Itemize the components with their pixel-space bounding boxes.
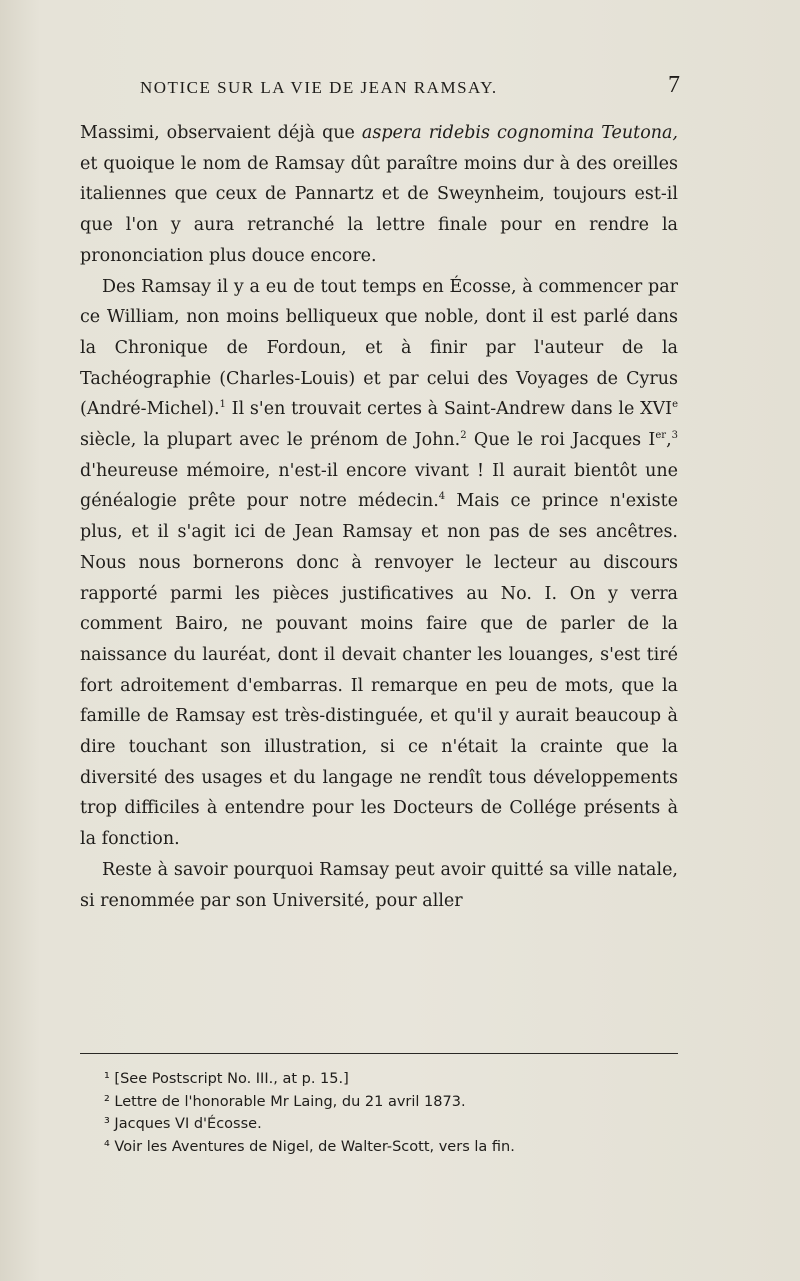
text-run: Des Ramsay il y a eu de tout temps en Écosse, à commencer par ce William, non moins belliqueux que noble, dont il est parlé dans la Chronique de Fordoun, et à finir par l'auteur de la Tachéographie (Charles-Louis) et par celui des Voyages de Cyrus (André-Michel).: [80, 276, 678, 420]
footnote-text: [See Postscript No. III., at p. 15.]: [109, 1071, 349, 1087]
footnote-ref: 2: [460, 430, 467, 442]
latin-quote: aspera ridebis cognomina Teutona,: [361, 123, 678, 143]
footnotes: [104, 1068, 678, 1158]
text-run: siècle, la plupart avec le prénom de John.: [80, 430, 461, 451]
footnote-ref: 3: [671, 430, 679, 442]
superscript: e: [672, 399, 678, 411]
footnote-3: [104, 1113, 678, 1136]
footnote-mark: ⁴: [104, 1138, 110, 1155]
text-run: ,: [666, 430, 672, 451]
page-header: [140, 72, 680, 108]
running-title: NOTICE SUR LA VIE DE JEAN RAMSAY.: [140, 78, 498, 97]
text-run: Massimi, observaient déjà que: [80, 123, 362, 143]
footnote-2: [104, 1091, 678, 1114]
footnote-4: [104, 1136, 678, 1159]
footnote-1: [104, 1068, 678, 1091]
footnote-rule: [80, 1053, 678, 1054]
footnote-ref: 1: [219, 399, 226, 411]
text-run: d'heureuse mémoire, n'est-il encore vivant ! Il aurait bientôt une généalogie prête pour notre médecin.: [80, 460, 678, 512]
paragraph-3: Reste à savoir pourquoi Ramsay peut avoir quitté sa ville natale, si renommée par son Université, pour aller: [80, 859, 678, 911]
footnote-ref: 4: [438, 491, 446, 503]
footnote-text: Lettre de l'honorable Mr Laing, du 21 avril 1873.: [109, 1093, 466, 1110]
body-text: [80, 118, 678, 916]
footnote-mark: ²: [104, 1093, 110, 1110]
footnote-mark: ³: [104, 1116, 110, 1132]
text-run: et quoique le nom de Ramsay dût paraître moins dur à des oreilles italiennes que ceux de Pannartz et de Sweynheim, toujours est-il que l'on y aura retranché la lettre finale pour en rendre la prononciation plus douce encore.: [80, 153, 678, 266]
page-number: 7: [668, 72, 680, 98]
paragraph-1: [80, 118, 678, 272]
paragraph-2: [80, 272, 678, 855]
footnote-mark: ¹: [104, 1071, 110, 1087]
text-run: Que le roi Jacques I: [466, 430, 656, 451]
superscript: er: [655, 430, 667, 442]
text-run: Mais ce prince n'existe plus, et il s'agit ici de Jean Ramsay et non pas de ses ancêtres. Nous nous bornerons donc à renvoyer le lecteur au discours rapporté parmi les pièces justificatives au No. I. On y verra comment Bairo, ne pouvant moins faire que de parler de la naissance du lauréat, dont il devait chanter les louanges, s'est tiré fort adroitement d'embarras. Il remarque en peu de mots, que la famille de Ramsay est très-distinguée, et qu'il y aurait beaucoup à dire touchant son illustration, si ce n'était la crainte que la diversité des usages et du langage ne rendît tous développements trop difficiles à entendre pour les Docteurs de Collége présents à la fonction.: [80, 491, 678, 850]
text-run: Il s'en trouvait certes à Saint-Andrew dans le XVI: [225, 399, 673, 420]
footnote-text: Voir les Aventures de Nigel, de Walter-Scott, vers la fin.: [109, 1138, 515, 1155]
footnote-text: Jacques VI d'Écosse.: [109, 1116, 262, 1132]
